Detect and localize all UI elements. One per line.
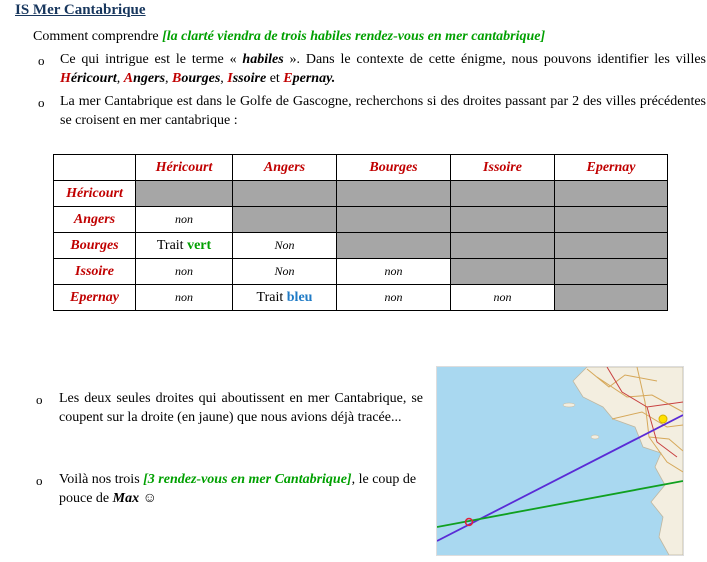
table-row <box>54 259 668 285</box>
row-header: Bourges <box>54 233 136 259</box>
town-rest: éricourt <box>70 71 117 86</box>
map-image <box>437 367 683 555</box>
bullet-marker: o <box>38 53 45 68</box>
town-initial: A <box>123 71 134 86</box>
author-name: Max <box>112 491 140 506</box>
table-cell: non <box>451 285 555 311</box>
table-row <box>54 285 668 311</box>
table-cell <box>337 207 451 233</box>
conjunction: et <box>266 71 284 86</box>
city-pair-table <box>53 154 668 311</box>
table-cell <box>555 259 668 285</box>
town-rest: ourges <box>181 71 221 86</box>
island <box>563 403 575 407</box>
bullet1-text2: ». Dans le contexte de cette énigme, nous pouvons identifier les villes <box>283 52 706 67</box>
column-header: Angers <box>233 155 337 181</box>
separator: , <box>116 71 124 86</box>
table-row <box>54 181 668 207</box>
table-cell <box>136 181 233 207</box>
table-cell: non <box>136 285 233 311</box>
bullet4-quote: [3 rendez-vous en mer Cantabrique] <box>143 472 352 487</box>
bullet4-paragraph <box>59 470 425 508</box>
bullet-marker: o <box>36 392 43 407</box>
table-cell <box>337 181 451 207</box>
bullet3-paragraph: Les deux seules droites qui aboutissent en mer Cantabrique, se coupent sur la droite (en jaune) que nous avions déjà tracée... <box>59 391 423 425</box>
trait-color-word: bleu <box>286 289 313 305</box>
table-cell-trait-bleu <box>233 285 337 311</box>
page-title: IS Mer Cantabrique <box>15 2 146 18</box>
smiley-icon: ☺ <box>142 491 157 506</box>
intro-paragraph <box>33 27 683 46</box>
table-cell-trait-vert <box>136 233 233 259</box>
bullet4-prefix: Voilà nos trois <box>59 472 144 487</box>
table-header-row <box>54 155 668 181</box>
table-cell: Non <box>233 259 337 285</box>
bullet-marker: o <box>38 95 45 110</box>
yellow-marker <box>659 415 667 423</box>
table-cell <box>555 181 668 207</box>
table-cell <box>555 233 668 259</box>
town-initial: E <box>283 71 293 86</box>
table-cell <box>555 285 668 311</box>
table-cell <box>451 207 555 233</box>
intro-quote: [la clarté viendra de trois habiles rendez-vous en mer cantabrique] <box>162 29 546 44</box>
column-header: Issoire <box>451 155 555 181</box>
bullet1-paragraph <box>60 50 706 88</box>
table-cell <box>233 181 337 207</box>
town-rest: pernay <box>292 71 332 86</box>
trait-word: Trait <box>156 237 184 253</box>
bay-of-biscay-map <box>436 366 684 556</box>
period: . <box>331 71 336 86</box>
town-rest: ngers <box>133 71 166 86</box>
table-cell <box>451 233 555 259</box>
separator: , <box>165 71 173 86</box>
town-initial: I <box>227 71 233 86</box>
bullet2-paragraph: La mer Cantabrique est dans le Golfe de Gascogne, recherchons si des droites passant par 2 des villes précédentes se croisent en mer cantabrique : <box>60 94 706 128</box>
row-header: Issoire <box>54 259 136 285</box>
table-cell <box>451 181 555 207</box>
table-cell: non <box>136 259 233 285</box>
town-initial: H <box>60 71 71 86</box>
table-cell <box>233 207 337 233</box>
intro-prefix: Comment comprendre <box>33 29 163 44</box>
table-cell: non <box>136 207 233 233</box>
table-cell: non <box>337 259 451 285</box>
table-cell <box>555 207 668 233</box>
table-cell: Non <box>233 233 337 259</box>
column-header: Bourges <box>337 155 451 181</box>
bullet-marker: o <box>36 473 43 488</box>
bullet1-text1: Ce qui intrigue est le terme « <box>60 52 243 67</box>
island <box>591 435 599 439</box>
column-header: Epernay <box>555 155 668 181</box>
bullet4-middle: , le coup de pouce de <box>59 472 417 506</box>
row-header: Epernay <box>54 285 136 311</box>
trait-word: Trait <box>256 289 284 305</box>
table-corner <box>54 155 136 181</box>
trait-color-word: vert <box>187 237 212 253</box>
row-header: Héricourt <box>54 181 136 207</box>
town-rest: ssoire <box>232 71 267 86</box>
table-cell: non <box>337 285 451 311</box>
table-row <box>54 233 668 259</box>
column-header: Héricourt <box>136 155 233 181</box>
row-header: Angers <box>54 207 136 233</box>
bullet1-word: habiles <box>242 52 284 67</box>
table-cell <box>337 233 451 259</box>
town-initial: B <box>172 71 182 86</box>
table-cell <box>451 259 555 285</box>
table-row <box>54 207 668 233</box>
separator: , <box>220 71 228 86</box>
